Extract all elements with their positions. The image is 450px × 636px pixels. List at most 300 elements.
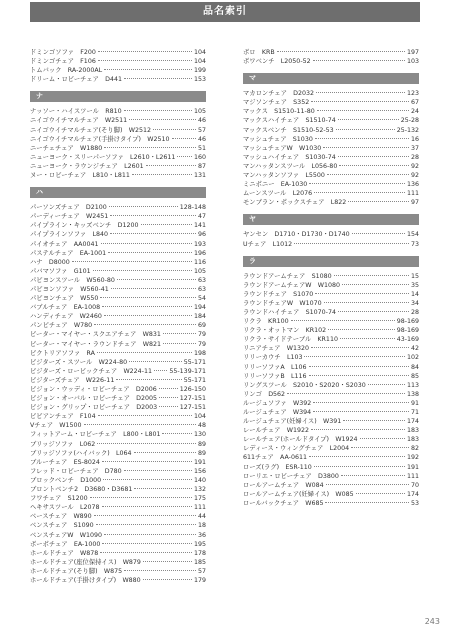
entry-name: ドミンゴチェア F106 (30, 58, 96, 66)
entry-name: ビジョン・オーバル・ロビーチェア D2005 (30, 395, 158, 403)
entry-name: ブリッジソファ L062 (30, 440, 96, 448)
dot-leader (117, 279, 196, 280)
entry-name: ブルーチェア ES-8024 (30, 458, 100, 466)
dot-leader (111, 288, 196, 289)
entry-page: 132 (193, 486, 206, 494)
dot-leader (97, 443, 196, 444)
entry-page: 98-169 (396, 327, 419, 335)
dot-leader (100, 552, 192, 553)
dot-leader (352, 233, 405, 234)
dot-leader (348, 201, 409, 202)
entry-page: 153 (193, 76, 206, 84)
entry-page: 141 (193, 222, 206, 230)
index-entry (30, 240, 206, 249)
entry-name: 611チェア AA-0611 (243, 454, 307, 462)
entry-name: モンブラン・ボックスチェア L822 (243, 199, 347, 207)
entry-name: ベンスチェアW W1090 (30, 531, 103, 539)
entry-name: ホールドチェア(座位保持イス) W879 (30, 558, 141, 566)
dot-leader (315, 293, 409, 294)
dot-leader (328, 329, 395, 330)
entry-name: ハンディチェア W2460 (30, 313, 102, 321)
index-entry (30, 403, 206, 412)
entry-page: 15 (410, 272, 419, 280)
entry-page: 55-171 (183, 358, 206, 366)
entry-page: 70 (410, 481, 419, 489)
entry-name: ドリーム・ロビーチェア D441 (30, 76, 122, 84)
section-heading-ya: ヤ (243, 214, 419, 225)
index-entry (243, 48, 419, 57)
entry-name: ムーンスツール L2076 (243, 190, 313, 198)
entry-page: 199 (193, 67, 206, 75)
page-number: 243 (424, 617, 440, 626)
index-entry (30, 66, 206, 75)
entry-page: 36 (197, 531, 206, 539)
entry-page: 160 (193, 153, 206, 161)
entry-page: 104 (193, 49, 206, 56)
index-entry (243, 153, 419, 162)
entry-name: フィットアーム・ロビーチェア L800・L801 (30, 431, 161, 439)
entry-page: 69 (197, 322, 206, 330)
entry-page: 97 (410, 199, 419, 207)
entry-name: マジソンチェア S352 (243, 99, 310, 107)
index-entry (30, 476, 206, 485)
entry-page: 102 (406, 354, 419, 362)
entry-name: ナッソー・ハイスツール R810 (30, 108, 122, 116)
dot-leader (97, 352, 192, 353)
entry-page: 192 (406, 454, 419, 462)
index-entry (30, 367, 206, 376)
entry-page: 111 (406, 190, 419, 198)
dot-leader (90, 497, 192, 498)
index-entry (243, 426, 419, 435)
section-heading-na: ナ (30, 91, 206, 102)
entry-page: 54 (197, 295, 206, 303)
dot-leader (313, 402, 409, 403)
index-entry (30, 303, 206, 312)
index-entry (30, 540, 206, 549)
index-entry (243, 499, 419, 508)
entry-page: 104 (193, 413, 206, 421)
entry-page: 131 (193, 172, 206, 180)
dot-leader (326, 484, 409, 485)
dot-leader (132, 174, 192, 175)
dot-leader (104, 315, 192, 316)
index-entry (30, 394, 206, 403)
entry-page: 92 (410, 162, 419, 170)
dot-leader (313, 411, 409, 412)
entry-page: 44 (197, 513, 206, 521)
index-entry (30, 171, 206, 180)
entry-page: 57 (197, 567, 206, 575)
dot-leader (338, 156, 409, 157)
entry-name: ロールバックチェア W685 (243, 499, 324, 507)
entry-name: ビクトリアソファ RA (30, 349, 95, 357)
entry-name: ホールドチェア(手掛けタイプ) W880 (30, 576, 141, 584)
entry-name: フレッド・ロビーチェア D780 (30, 467, 122, 475)
entry-name: パバマソファ G101 (30, 267, 91, 275)
dot-leader (162, 433, 191, 434)
dot-leader (102, 543, 192, 544)
entry-name: トムバック RA-2000AL (30, 67, 103, 75)
entry-name: ホールドチェア W878 (30, 549, 99, 557)
entry-page: 92 (410, 172, 419, 180)
index-entry (30, 467, 206, 476)
index-entry (30, 440, 206, 449)
entry-page: 154 (406, 231, 419, 239)
entry-name: ヘキサスツール L2078 (30, 504, 100, 512)
dot-leader (309, 456, 405, 457)
entry-name: マンハッタンスツール L056-80 (243, 162, 338, 170)
index-entry (243, 463, 419, 472)
index-entry (243, 299, 419, 308)
entry-page: 25-28 (400, 117, 419, 125)
entry-name: ローズ(ラグ) ESR-110 (243, 463, 312, 471)
dot-leader (309, 375, 409, 376)
entry-page: 35 (410, 281, 419, 289)
index-entry (30, 221, 206, 230)
entry-name: リリーソファA L106 (243, 363, 307, 371)
entry-page: 183 (406, 436, 419, 444)
index-entry (243, 408, 419, 417)
index-entry (30, 267, 206, 276)
index-entry (243, 353, 419, 362)
dot-leader (101, 243, 192, 244)
entry-name: ロールアームチェア(妊婦イス) W085 (243, 490, 354, 498)
index-entry (243, 308, 419, 317)
entry-name: パイプライン・キッズベンチ D1200 (30, 222, 139, 230)
index-entry (30, 412, 206, 421)
dot-leader (309, 366, 409, 367)
index-entry (30, 521, 206, 530)
entry-page: 156 (193, 467, 206, 475)
index-entry (30, 107, 206, 116)
index-entry (30, 285, 206, 294)
entry-name: ヌー・ロビーチェア L810・L811 (30, 172, 130, 180)
index-entry (30, 567, 206, 576)
entry-page: 43-169 (396, 336, 419, 344)
entry-page: 136 (406, 181, 419, 189)
entry-name: パーディーチェア W2451 (30, 213, 109, 221)
dot-leader (98, 51, 192, 52)
entry-page: 104 (193, 58, 206, 66)
index-entry (243, 162, 419, 171)
header (0, 0, 450, 22)
index-entry (30, 294, 206, 303)
entry-name: パステルチェア EA-1001 (30, 249, 107, 257)
dot-leader (342, 284, 409, 285)
index-entry (243, 240, 419, 249)
dot-leader (98, 415, 192, 416)
na-list (30, 107, 206, 180)
index-entry (243, 326, 419, 335)
entry-name: ビジターズ・スツール W224-80 (30, 358, 128, 366)
entry-page: 174 (406, 418, 419, 426)
index-entry (243, 453, 419, 462)
entry-name: マカロンチェア D2032 (243, 90, 315, 98)
entry-page: 82 (410, 445, 419, 453)
index-entry (30, 203, 206, 212)
dot-leader (146, 165, 196, 166)
entry-name: Vチェア W1500 (30, 422, 82, 430)
entry-page: 113 (406, 381, 419, 389)
entry-page: 85 (410, 372, 419, 380)
index-entry (30, 512, 206, 521)
index-entry (243, 435, 419, 444)
entry-page: 87 (197, 162, 206, 170)
entry-page: 111 (406, 472, 419, 480)
index-entry (30, 531, 206, 540)
entry-name: ローリエ・ロビーチェア D3800 (243, 472, 339, 480)
entry-name: マックスベンチ S1510-52-53 (243, 126, 334, 134)
entry-page: 127-151 (179, 395, 206, 403)
dot-leader (323, 147, 409, 148)
entry-name: リクラ KR100 (243, 318, 289, 326)
index-entry (243, 363, 419, 372)
entry-name: ブロントベンチ2 D3680・D3681 (30, 486, 133, 494)
dot-leader (104, 69, 192, 70)
entry-name: ドミンゴソファ F200 (30, 49, 96, 56)
index-entry (243, 444, 419, 453)
entry-page: 57 (197, 126, 206, 134)
entry-name: ビーター・マイヤー・スクエアチェア W831 (30, 331, 161, 339)
index-entry (30, 558, 206, 567)
entry-page: 46 (197, 135, 206, 143)
index-entry (30, 549, 206, 558)
dot-leader (110, 215, 196, 216)
entry-page: 140 (193, 476, 206, 484)
entry-name: ビーター・マイヤー・ラウンドチェア W821 (30, 340, 162, 348)
entry-name: ロールアームチェア W084 (243, 481, 324, 489)
entry-name: リクラ・オットマン KR102 (243, 327, 327, 335)
entry-name: ニイゴウイチマルチェア W2511 (30, 117, 128, 125)
dot-leader (102, 506, 192, 507)
dot-leader (356, 493, 405, 494)
entry-name: マッシュチェア S1030 (243, 135, 313, 143)
entry-page: 67 (410, 99, 419, 107)
index-entry (30, 503, 206, 512)
entry-page: 175 (193, 495, 206, 503)
dot-leader (143, 579, 192, 580)
index-entry (243, 381, 419, 390)
entry-name: ニューヨーク・ラウンジチェア L2601 (30, 162, 144, 170)
entry-page: 126-150 (179, 386, 206, 393)
dot-leader (339, 165, 409, 166)
entry-name: パピヨンソファ W560-41 (30, 285, 109, 293)
entry-name: マッシュハイチェア S1030-74 (243, 153, 336, 161)
entry-page: 130 (193, 431, 206, 439)
index-entry (30, 153, 206, 162)
entry-page: 184 (193, 313, 206, 321)
index-entry (243, 344, 419, 353)
dot-leader (316, 92, 405, 93)
entry-name: リンゴ D562 (243, 390, 286, 398)
entry-page: 138 (406, 390, 419, 398)
ra-list (243, 272, 419, 508)
index-entry (30, 212, 206, 221)
dot-leader (93, 270, 192, 271)
dot-leader (340, 338, 395, 339)
dot-leader (159, 397, 178, 398)
index-entry (243, 89, 419, 98)
dot-leader (177, 156, 192, 157)
dot-leader (304, 356, 404, 357)
right-column (243, 48, 419, 508)
dot-leader (154, 370, 167, 371)
dot-leader (368, 384, 405, 385)
index-entry (243, 372, 419, 381)
entry-page: 25-132 (396, 126, 419, 134)
index-entry (30, 430, 206, 439)
entry-page: 84 (410, 363, 419, 371)
dot-leader (360, 438, 405, 439)
index-entry (30, 330, 206, 339)
entry-page: 46 (197, 117, 206, 125)
entry-page: 89 (197, 449, 206, 457)
entry-name: パイプラインソファ L840 (30, 231, 108, 239)
index-entry (243, 481, 419, 490)
dot-leader (324, 302, 409, 303)
entry-page: 34 (410, 299, 419, 307)
dot-leader (124, 78, 192, 79)
dot-leader (134, 488, 192, 489)
entry-name: ハナ D8000 (30, 258, 70, 266)
entry-page: 123 (406, 90, 419, 98)
dot-leader (315, 138, 409, 139)
dot-leader (143, 561, 192, 562)
entry-page: 55-171 (183, 376, 206, 384)
entry-page: 195 (193, 540, 206, 548)
entry-page: 111 (193, 504, 206, 512)
entry-name: ニーチェチェア W1880 (30, 144, 103, 152)
entry-name: リニアチェア W1320 (243, 345, 310, 353)
dot-leader (338, 119, 399, 120)
dot-leader (110, 233, 196, 234)
entry-name: ボーボチェア EA-1000 (30, 540, 101, 548)
entry-name: ルージュチェア(妊婦イス) W391 (243, 418, 342, 426)
entry-name: リクラ・サイドテーブル KR110 (243, 336, 338, 344)
entry-name: ビジョン・ウッディ・ロビーチェア D2006 (30, 386, 157, 393)
index-entry (30, 276, 206, 285)
dot-leader (309, 183, 405, 184)
entry-name: ホールドチェア(そり脚) W875 (30, 567, 123, 575)
dot-leader (124, 470, 192, 471)
entry-name: パンピチェア W780 (30, 322, 93, 330)
index-entry (30, 576, 206, 585)
entry-page: 73 (410, 240, 419, 248)
dot-leader (334, 275, 409, 276)
dot-leader (104, 147, 196, 148)
entry-name: マックス S1510-11-80 (243, 108, 315, 116)
entry-page: 63 (197, 285, 206, 293)
dot-leader (287, 393, 405, 394)
index-entry (243, 171, 419, 180)
entry-page: 16 (410, 135, 419, 143)
dot-leader (291, 320, 395, 321)
entry-page: 196 (193, 249, 206, 257)
index-entry (243, 230, 419, 239)
dot-leader (94, 324, 196, 325)
entry-name: ニイゴウイチマルチェア(そり脚) W2512 (30, 126, 151, 134)
dot-leader (102, 306, 192, 307)
index-entry (30, 230, 206, 239)
dot-leader (124, 570, 196, 571)
entry-name: フワチェア S1200 (30, 495, 88, 503)
index-entry (30, 449, 206, 458)
entry-name: パーソンズチェア D2100 (30, 204, 107, 212)
entry-name: リリーソファB L116 (243, 372, 307, 380)
entry-page: 179 (193, 576, 206, 584)
entry-page: 127-151 (179, 404, 206, 412)
left-intro-list (30, 48, 206, 84)
entry-name: ニイゴウイチマルチェア(手掛けタイプ) W2510 (30, 135, 170, 143)
dot-leader (325, 502, 409, 503)
dot-leader (102, 461, 192, 462)
dot-leader (129, 119, 196, 120)
dot-leader (341, 475, 405, 476)
index-entry (243, 272, 419, 281)
index-entry (30, 162, 206, 171)
dot-leader (109, 206, 178, 207)
dot-leader (163, 343, 196, 344)
entry-page: 178 (193, 549, 206, 557)
ma-list (243, 89, 419, 207)
dot-leader (327, 174, 409, 175)
entry-name: マックスハイチェア S1510-74 (243, 117, 336, 125)
index-entry (243, 144, 419, 153)
dot-leader (311, 347, 409, 348)
index-entry (30, 116, 206, 125)
index-entry (30, 358, 206, 367)
entry-page: 128-148 (179, 204, 206, 212)
index-entry (30, 57, 206, 66)
entry-page: 89 (197, 440, 206, 448)
index-entry (243, 189, 419, 198)
entry-page: 79 (197, 340, 206, 348)
entry-page: 28 (410, 153, 419, 161)
index-entry (30, 485, 206, 494)
index-entry (243, 335, 419, 344)
entry-name: レールチェア W1922 (243, 427, 310, 435)
left-column (30, 48, 206, 585)
index-entry (243, 98, 419, 107)
entry-name: ルージュソファ W392 (243, 399, 312, 407)
entry-name: ボワベンチ L2050-52 (243, 58, 311, 66)
entry-page: 63 (197, 276, 206, 284)
index-entry (243, 180, 419, 189)
entry-name: ラウンドチェアW W1070 (243, 299, 322, 307)
dot-leader (84, 424, 196, 425)
index-entry (243, 472, 419, 481)
dot-leader (351, 447, 409, 448)
dot-leader (96, 524, 196, 525)
entry-name: ベースチェア W890 (30, 513, 92, 521)
index-entry (30, 340, 206, 349)
entry-page: 28 (410, 308, 419, 316)
entry-page: 47 (197, 213, 206, 221)
index-entry (243, 135, 419, 144)
dot-leader (172, 138, 196, 139)
entry-page: 183 (406, 427, 419, 435)
entry-page: 24 (410, 108, 419, 116)
dot-leader (343, 420, 405, 421)
entry-page: 193 (193, 240, 206, 248)
entry-page: 105 (193, 267, 206, 275)
index-entry (243, 490, 419, 499)
dot-leader (153, 129, 196, 130)
dot-leader (108, 252, 192, 253)
entry-page: 53 (410, 499, 419, 507)
index-entry (30, 494, 206, 503)
